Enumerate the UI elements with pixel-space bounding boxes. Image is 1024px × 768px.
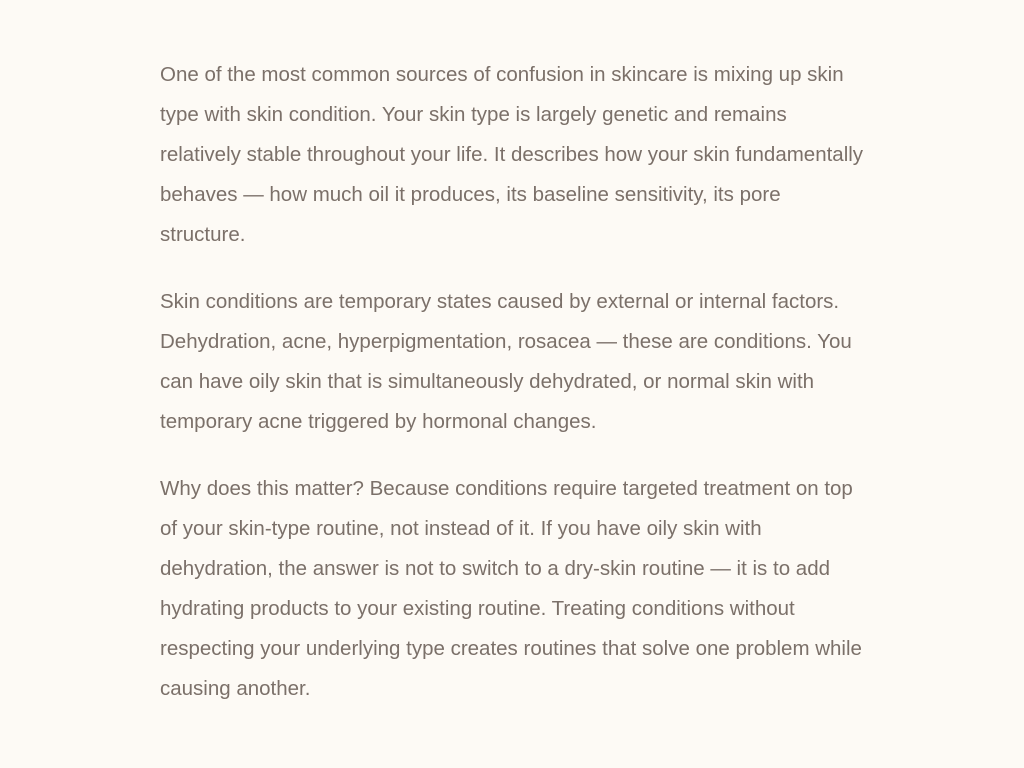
paragraph-skin-type: One of the most common sources of confusion in skincare is mixing up skin type with skin condition. Your skin type is largely genetic and remains relatively stable throughout your life. It describes how your skin fundamentally behaves — how much oil it produces, its baseline sensitivity, its pore structure. [160,63,864,246]
paragraph-why-it-matters: Why does this matter? Because conditions require targeted treatment on top of your skin-type routine, not instead of it. If you have oily skin with dehydration, the answer is not to switch to a dry-skin routine — it is to add hydrating products to your existing routine. Treating conditions without respecting your underlying type creates routines that solve one problem while causing another. [160,477,862,700]
paragraph-skin-conditions: Skin conditions are temporary states caused by external or internal factors. Dehydration, acne, hyperpigmentation, rosacea — these are conditions. You can have oily skin that is simultaneously dehydrated, or normal skin with temporary acne triggered by hormonal changes. [160,290,852,433]
article-body [160,55,868,736]
